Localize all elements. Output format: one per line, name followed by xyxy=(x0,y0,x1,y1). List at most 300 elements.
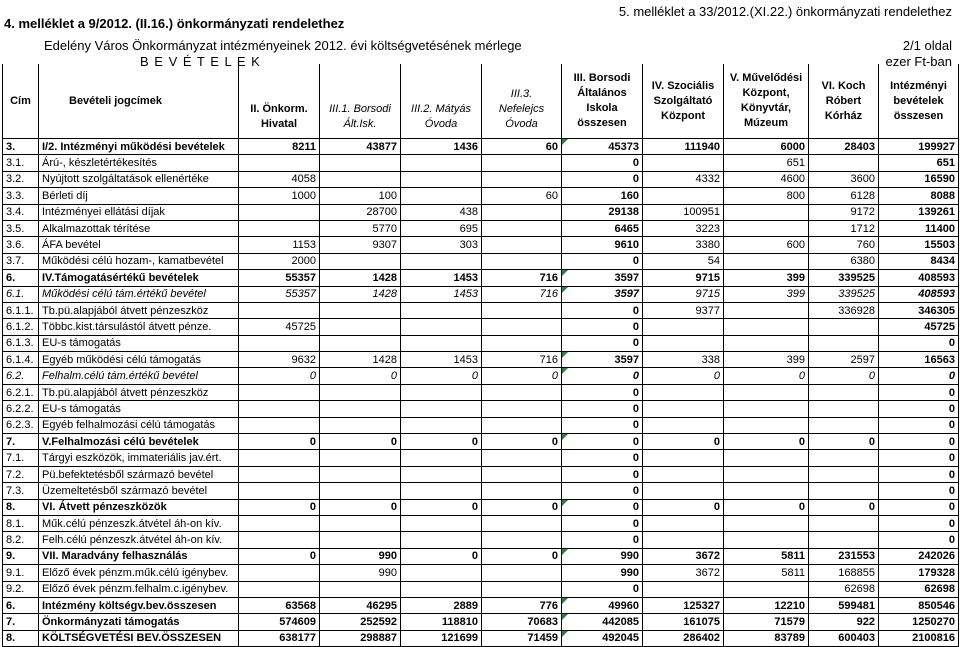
table-row xyxy=(3,434,959,450)
table-row xyxy=(3,466,959,482)
row-value: 6128 xyxy=(809,188,879,204)
row-value: 0 xyxy=(482,434,562,450)
col-header-borsodi-osszesen: III. Borsodi Általános Iskola összesen xyxy=(562,64,643,139)
row-value xyxy=(724,417,809,433)
row-value: 252592 xyxy=(320,614,401,630)
row-value xyxy=(401,450,482,466)
col-header-hivatal: II. Önkorm. Hivatal xyxy=(239,64,320,139)
row-value: 0 xyxy=(562,515,643,531)
row-value: 139261 xyxy=(879,204,959,220)
row-value: 716 xyxy=(482,270,562,286)
row-value xyxy=(401,155,482,171)
row-value: 0 xyxy=(482,548,562,564)
row-value: 0 xyxy=(643,499,724,515)
row-code: 7. xyxy=(3,434,39,450)
table-row xyxy=(3,597,959,613)
row-value xyxy=(320,483,401,499)
row-value xyxy=(643,188,724,204)
row-code: 6.1.2. xyxy=(3,319,39,335)
row-value xyxy=(401,466,482,482)
row-value: 0 xyxy=(562,384,643,400)
row-value: 3223 xyxy=(643,220,724,236)
row-value: 0 xyxy=(401,548,482,564)
row-label: Üzemeltetésből származó bevétel xyxy=(39,483,239,499)
row-value: 0 xyxy=(239,548,320,564)
row-value: 0 xyxy=(643,434,724,450)
row-code: 6.1.1. xyxy=(3,302,39,318)
row-label: Nyújtott szolgáltatások ellenértéke xyxy=(39,171,239,187)
row-value xyxy=(482,171,562,187)
row-value: 1428 xyxy=(320,286,401,302)
row-value xyxy=(724,319,809,335)
row-value xyxy=(239,302,320,318)
row-value: 62698 xyxy=(809,581,879,597)
row-value xyxy=(809,450,879,466)
row-value: 9172 xyxy=(809,204,879,220)
row-value: 118810 xyxy=(401,614,482,630)
row-value: 399 xyxy=(724,286,809,302)
row-value: 0 xyxy=(239,368,320,384)
row-label: EU-s támogatás xyxy=(39,401,239,417)
row-value: 5811 xyxy=(724,565,809,581)
row-value: 71579 xyxy=(724,614,809,630)
row-label: Önkormányzati támogatás xyxy=(39,614,239,630)
row-label: Tb.pü.alapjából átvett pénzeszköz xyxy=(39,384,239,400)
row-value xyxy=(320,319,401,335)
table-row xyxy=(3,204,959,220)
row-value: 0 xyxy=(879,483,959,499)
row-value: 161075 xyxy=(643,614,724,630)
table-row xyxy=(3,532,959,548)
row-value xyxy=(809,155,879,171)
row-value: 0 xyxy=(562,155,643,171)
row-value: 776 xyxy=(482,597,562,613)
row-value: 0 xyxy=(879,417,959,433)
table-row xyxy=(3,368,959,384)
table-row xyxy=(3,220,959,236)
row-value: 9377 xyxy=(643,302,724,318)
row-value: 6000 xyxy=(724,139,809,155)
row-value xyxy=(809,401,879,417)
row-value: 0 xyxy=(809,368,879,384)
row-value xyxy=(809,515,879,531)
row-code: 3.4. xyxy=(3,204,39,220)
row-value xyxy=(724,515,809,531)
row-code: 6.1.3. xyxy=(3,335,39,351)
row-value: 0 xyxy=(879,532,959,548)
row-label: Többc.kist.társulástól átvett pénze. xyxy=(39,319,239,335)
row-value: 3600 xyxy=(809,171,879,187)
row-value: 408593 xyxy=(879,270,959,286)
row-value: 0 xyxy=(562,499,643,515)
row-value: 71459 xyxy=(482,630,562,646)
row-value: 0 xyxy=(320,499,401,515)
row-value xyxy=(643,532,724,548)
row-value: 0 xyxy=(562,434,643,450)
row-code: 6.2.1. xyxy=(3,384,39,400)
row-code: 3.2. xyxy=(3,171,39,187)
row-value: 9610 xyxy=(562,237,643,253)
row-value xyxy=(724,335,809,351)
row-code: 8. xyxy=(3,630,39,646)
row-value: 990 xyxy=(562,548,643,564)
row-value xyxy=(724,302,809,318)
row-value xyxy=(401,253,482,269)
col-header-borsodi-alt-isk: III.1. Borsodi Ált.Isk. xyxy=(320,64,401,139)
row-value xyxy=(401,532,482,548)
row-value xyxy=(239,466,320,482)
row-value xyxy=(320,302,401,318)
row-value xyxy=(482,483,562,499)
row-value: 574609 xyxy=(239,614,320,630)
row-value: 121699 xyxy=(401,630,482,646)
row-value: 716 xyxy=(482,352,562,368)
table-header xyxy=(3,64,959,139)
row-value: 0 xyxy=(562,417,643,433)
row-value xyxy=(482,466,562,482)
row-value: 492045 xyxy=(562,630,643,646)
row-value: 651 xyxy=(724,155,809,171)
row-value: 0 xyxy=(562,450,643,466)
row-value xyxy=(239,515,320,531)
row-value: 0 xyxy=(879,384,959,400)
table-row xyxy=(3,450,959,466)
table-row xyxy=(3,139,959,155)
row-value xyxy=(482,532,562,548)
row-value: 2100816 xyxy=(879,630,959,646)
row-value: 0 xyxy=(879,368,959,384)
row-value xyxy=(809,466,879,482)
row-value: 9307 xyxy=(320,237,401,253)
row-code: 6.1.4. xyxy=(3,352,39,368)
row-value xyxy=(401,302,482,318)
table-row xyxy=(3,188,959,204)
row-code: 9.2. xyxy=(3,581,39,597)
row-value xyxy=(643,335,724,351)
row-value xyxy=(724,450,809,466)
row-label: Működési célú hozam-, kamatbevétel xyxy=(39,253,239,269)
row-value: 242026 xyxy=(879,548,959,564)
row-value: 11400 xyxy=(879,220,959,236)
row-value: 0 xyxy=(643,368,724,384)
table-body xyxy=(3,139,959,647)
row-value: 336928 xyxy=(809,302,879,318)
col-header-matyas-ovoda: III.2. Mátyás Óvoda xyxy=(401,64,482,139)
row-value xyxy=(482,302,562,318)
row-code: 7.1. xyxy=(3,450,39,466)
row-value xyxy=(724,483,809,499)
row-value: 60 xyxy=(482,188,562,204)
row-value: 0 xyxy=(809,434,879,450)
row-value xyxy=(320,581,401,597)
row-code: 8.1. xyxy=(3,515,39,531)
row-value: 600403 xyxy=(809,630,879,646)
row-value xyxy=(320,515,401,531)
table-row xyxy=(3,581,959,597)
row-value xyxy=(239,401,320,417)
row-value xyxy=(643,384,724,400)
row-value: 8088 xyxy=(879,188,959,204)
row-value xyxy=(239,335,320,351)
row-value: 45373 xyxy=(562,139,643,155)
row-value xyxy=(809,483,879,499)
row-label: Alkalmazottak térítése xyxy=(39,220,239,236)
row-value xyxy=(482,237,562,253)
row-label: KÖLTSÉGVETÉSI BEV.ÖSSZESEN xyxy=(39,630,239,646)
row-value: 0 xyxy=(879,466,959,482)
row-value xyxy=(724,253,809,269)
table-row xyxy=(3,630,959,646)
row-code: 7.2. xyxy=(3,466,39,482)
row-value: 8434 xyxy=(879,253,959,269)
row-value xyxy=(320,401,401,417)
row-value: 0 xyxy=(401,499,482,515)
row-code: 3.1. xyxy=(3,155,39,171)
row-value xyxy=(239,417,320,433)
row-value: 1453 xyxy=(401,352,482,368)
row-value: 298887 xyxy=(320,630,401,646)
row-label: Tárgyi eszközök, immateriális jav.ért. xyxy=(39,450,239,466)
row-value: 339525 xyxy=(809,270,879,286)
row-value: 111940 xyxy=(643,139,724,155)
row-value xyxy=(482,220,562,236)
row-value: 0 xyxy=(482,499,562,515)
page-number: 2/1 oldal xyxy=(902,38,952,53)
table-row xyxy=(3,384,959,400)
page-title: Edelény Város Önkormányzat intézményeinek 2012. évi költségvetésének mérlege xyxy=(44,38,522,53)
row-value: 100951 xyxy=(643,204,724,220)
row-value: 1428 xyxy=(320,270,401,286)
row-value: 9715 xyxy=(643,270,724,286)
row-value: 0 xyxy=(562,171,643,187)
row-value: 0 xyxy=(562,466,643,482)
row-value xyxy=(724,401,809,417)
row-value xyxy=(239,155,320,171)
row-label: Intézményei ellátási díjak xyxy=(39,204,239,220)
table-row xyxy=(3,401,959,417)
row-value: 4332 xyxy=(643,171,724,187)
row-value: 8211 xyxy=(239,139,320,155)
row-value: 0 xyxy=(879,434,959,450)
row-value: 62698 xyxy=(879,581,959,597)
row-value: 54 xyxy=(643,253,724,269)
row-value xyxy=(643,466,724,482)
row-value: 0 xyxy=(239,499,320,515)
row-value xyxy=(809,532,879,548)
row-value: 1712 xyxy=(809,220,879,236)
row-value xyxy=(482,204,562,220)
row-value xyxy=(320,466,401,482)
revenue-table xyxy=(2,64,959,647)
row-value: 199927 xyxy=(879,139,959,155)
row-value: 28403 xyxy=(809,139,879,155)
row-value xyxy=(724,220,809,236)
row-value: 922 xyxy=(809,614,879,630)
row-value: 303 xyxy=(401,237,482,253)
row-value: 1453 xyxy=(401,286,482,302)
row-code: 3.6. xyxy=(3,237,39,253)
row-value: 0 xyxy=(562,302,643,318)
row-label: VII. Maradvány felhasználás xyxy=(39,548,239,564)
row-label: Egyéb felhalmozási célú támogatás xyxy=(39,417,239,433)
row-value: 339525 xyxy=(809,286,879,302)
row-value: 0 xyxy=(724,499,809,515)
row-value xyxy=(482,253,562,269)
row-code: 6.1. xyxy=(3,286,39,302)
row-value: 0 xyxy=(879,335,959,351)
row-label: IV.Támogatásértékű bevételek xyxy=(39,270,239,286)
row-label: VI. Átvett pénzeszközök xyxy=(39,499,239,515)
table-row xyxy=(3,253,959,269)
col-header-jogcim: Bevételi jogcímek xyxy=(39,64,239,139)
row-label: Felh.célú pénzeszk.átvétel áh-on kív. xyxy=(39,532,239,548)
row-value: 15503 xyxy=(879,237,959,253)
row-label: Pü.befektetésből származó bevétel xyxy=(39,466,239,482)
row-value: 55357 xyxy=(239,286,320,302)
row-value xyxy=(809,319,879,335)
row-value: 179328 xyxy=(879,565,959,581)
row-value: 46295 xyxy=(320,597,401,613)
row-value: 0 xyxy=(562,368,643,384)
col-header-osszesen: Intézményi bevételek összesen xyxy=(879,64,959,139)
row-value: 286402 xyxy=(643,630,724,646)
row-value: 1000 xyxy=(239,188,320,204)
row-value: 231553 xyxy=(809,548,879,564)
row-value xyxy=(239,581,320,597)
row-value: 800 xyxy=(724,188,809,204)
row-value xyxy=(320,384,401,400)
row-value: 49960 xyxy=(562,597,643,613)
row-value xyxy=(320,417,401,433)
row-value xyxy=(320,450,401,466)
row-value: 168855 xyxy=(809,565,879,581)
row-code: 6. xyxy=(3,270,39,286)
row-code: 6.2. xyxy=(3,368,39,384)
row-value: 850546 xyxy=(879,597,959,613)
row-code: 7.3. xyxy=(3,483,39,499)
row-value: 29138 xyxy=(562,204,643,220)
row-value: 28700 xyxy=(320,204,401,220)
row-value: 0 xyxy=(562,483,643,499)
row-value xyxy=(401,384,482,400)
row-value xyxy=(320,171,401,187)
row-code: 8.2. xyxy=(3,532,39,548)
row-value xyxy=(643,417,724,433)
row-label: ÁFA bevétel xyxy=(39,237,239,253)
row-value xyxy=(239,483,320,499)
row-value: 990 xyxy=(320,565,401,581)
row-value xyxy=(809,384,879,400)
row-value: 3597 xyxy=(562,286,643,302)
row-value: 1428 xyxy=(320,352,401,368)
unit-label: ezer Ft-ban xyxy=(885,54,952,69)
row-value xyxy=(724,204,809,220)
row-value xyxy=(239,204,320,220)
row-value: 1436 xyxy=(401,139,482,155)
row-value xyxy=(401,171,482,187)
table-row xyxy=(3,270,959,286)
row-value xyxy=(482,450,562,466)
table-row xyxy=(3,515,959,531)
row-value: 0 xyxy=(401,368,482,384)
row-value: 16590 xyxy=(879,171,959,187)
row-label: Előző évek pénzm.felhalm.c.igénybev. xyxy=(39,581,239,597)
row-value: 4600 xyxy=(724,171,809,187)
row-value: 0 xyxy=(562,581,643,597)
row-value xyxy=(724,581,809,597)
row-value xyxy=(643,155,724,171)
row-value: 3672 xyxy=(643,565,724,581)
row-value: 695 xyxy=(401,220,482,236)
row-label: Árú-, készletértékesítés xyxy=(39,155,239,171)
row-value: 1453 xyxy=(401,270,482,286)
row-value xyxy=(724,466,809,482)
row-value xyxy=(643,581,724,597)
row-value xyxy=(482,417,562,433)
row-label: Tb.pü.alapjából átvett pénzeszköz xyxy=(39,302,239,318)
row-code: 3. xyxy=(3,139,39,155)
row-value: 638177 xyxy=(239,630,320,646)
row-label: Bérleti díj xyxy=(39,188,239,204)
row-value: 0 xyxy=(401,434,482,450)
row-value xyxy=(482,515,562,531)
row-value xyxy=(401,581,482,597)
row-label: Műk.célú pénzeszk.átvétel áh-on kív. xyxy=(39,515,239,531)
row-label: Felhalm.célú tám.értékű bevétel xyxy=(39,368,239,384)
col-header-szocialis: IV. Szociális Szolgáltató Központ xyxy=(643,64,724,139)
row-value: 2597 xyxy=(809,352,879,368)
row-value xyxy=(239,220,320,236)
table-row xyxy=(3,417,959,433)
row-value xyxy=(809,335,879,351)
row-value: 0 xyxy=(562,253,643,269)
table-row xyxy=(3,319,959,335)
row-label: V.Felhalmozási célú bevételek xyxy=(39,434,239,450)
row-value xyxy=(239,384,320,400)
row-value: 83789 xyxy=(724,630,809,646)
row-code: 6. xyxy=(3,597,39,613)
row-value: 0 xyxy=(320,368,401,384)
row-value: 0 xyxy=(482,368,562,384)
col-header-cim: Cím xyxy=(3,64,39,139)
row-value: 438 xyxy=(401,204,482,220)
row-value: 6380 xyxy=(809,253,879,269)
row-value: 1153 xyxy=(239,237,320,253)
row-value xyxy=(401,417,482,433)
row-value xyxy=(643,319,724,335)
row-code: 8. xyxy=(3,499,39,515)
row-value: 9715 xyxy=(643,286,724,302)
row-value xyxy=(401,188,482,204)
row-value: 45725 xyxy=(239,319,320,335)
row-value: 1250270 xyxy=(879,614,959,630)
row-value: 0 xyxy=(879,401,959,417)
row-value xyxy=(482,319,562,335)
row-value: 55357 xyxy=(239,270,320,286)
row-value xyxy=(724,532,809,548)
row-value: 0 xyxy=(879,450,959,466)
row-value xyxy=(482,581,562,597)
row-value: 43877 xyxy=(320,139,401,155)
row-value: 70683 xyxy=(482,614,562,630)
row-code: 7. xyxy=(3,614,39,630)
row-value: 125327 xyxy=(643,597,724,613)
row-code: 3.3. xyxy=(3,188,39,204)
row-value xyxy=(482,401,562,417)
row-value xyxy=(239,565,320,581)
row-value: 3597 xyxy=(562,270,643,286)
row-value: 408593 xyxy=(879,286,959,302)
